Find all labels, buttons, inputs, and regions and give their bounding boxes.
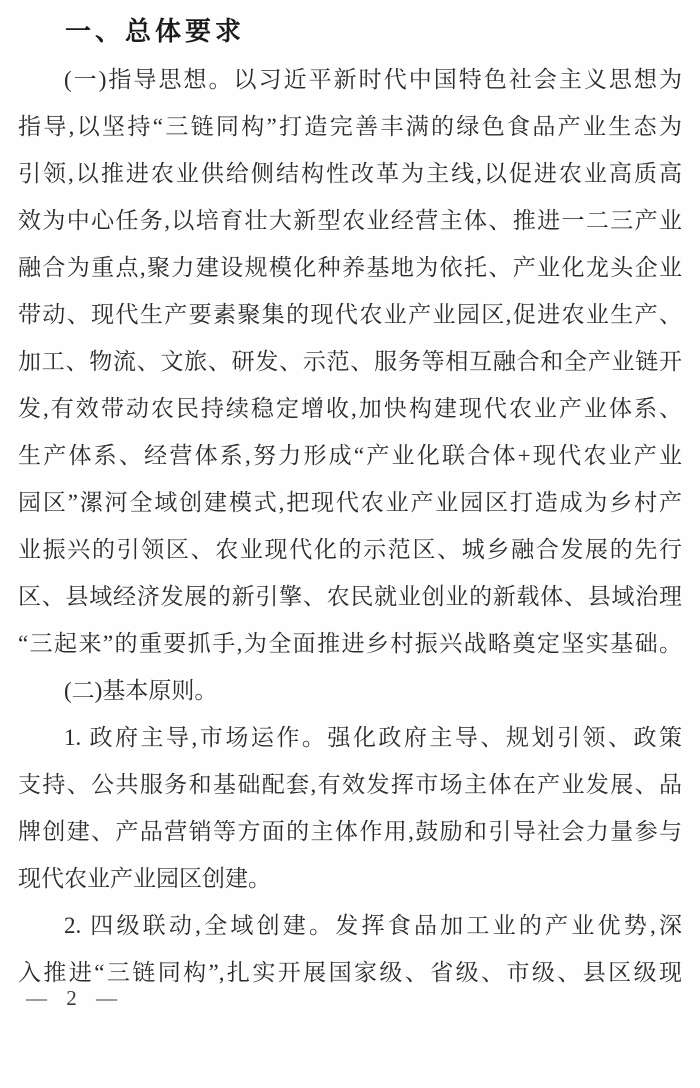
text-line: 牌创建、产品营销等方面的主体作用,鼓励和引导社会力量参与: [18, 819, 682, 844]
text-line: 现代农业产业园区创建。: [18, 866, 271, 891]
page-number: — 2 —: [26, 986, 124, 1010]
text-line: (一)指导思想。以习近平新时代中国特色社会主义思想为: [64, 67, 682, 92]
text-line: 区、县域经济发展的新引擎、农民就业创业的新载体、县域治理: [18, 584, 682, 609]
body-lines: [18, 56, 682, 996]
text-line: 带动、现代生产要素聚集的现代农业产业园区,促进农业生产、: [18, 302, 682, 327]
text-line: 业振兴的引领区、农业现代化的示范区、城乡融合发展的先行: [18, 537, 682, 562]
text-line: 1. 政府主导,市场运作。强化政府主导、规划引领、政策: [64, 725, 682, 750]
text-line: 指导,以坚持“三链同构”打造完善丰满的绿色食品产业生态为: [18, 114, 682, 139]
text-line: 发,有效带动农民持续稳定增收,加快构建现代农业产业体系、: [18, 396, 682, 421]
text-line: 园区”漯河全域创建模式,把现代农业产业园区打造成为乡村产: [18, 490, 682, 515]
section-heading: 一、总体要求: [65, 16, 246, 46]
text-line: 支持、公共服务和基础配套,有效发挥市场主体在产业发展、品: [18, 772, 682, 797]
text-line: 入推进“三链同构”,扎实开展国家级、省级、市级、县区级现: [18, 960, 682, 985]
text-line: “三起来”的重要抓手,为全面推进乡村振兴战略奠定坚实基础。: [18, 631, 682, 656]
text-line: 融合为重点,聚力建设规模化种养基地为依托、产业化龙头企业: [18, 255, 682, 280]
text-line: 2. 四级联动,全域创建。发挥食品加工业的产业优势,深: [64, 913, 682, 938]
text-line: (二)基本原则。: [64, 678, 218, 703]
page-footer: [26, 986, 124, 1011]
text-line: 加工、物流、文旅、研发、示范、服务等相互融合和全产业链开: [18, 349, 682, 374]
text-line: 效为中心任务,以培育壮大新型农业经营主体、推进一二三产业: [18, 208, 682, 233]
text-line: 生产体系、经营体系,努力形成“产业化联合体+现代农业产业: [18, 443, 682, 468]
text-line: 引领,以推进农业供给侧结构性改革为主线,以促进农业高质高: [18, 161, 682, 186]
